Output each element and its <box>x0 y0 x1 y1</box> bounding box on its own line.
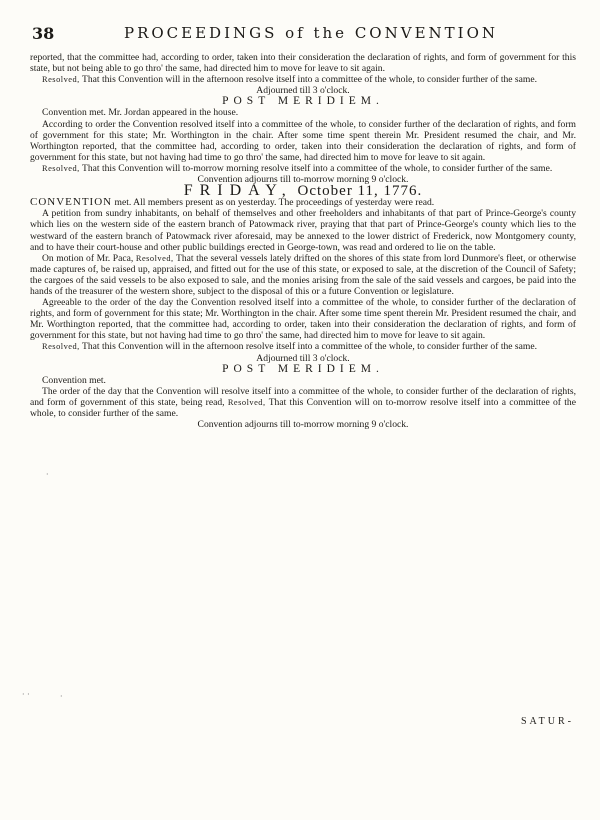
catchword: SATUR- <box>520 716 574 727</box>
resolved-label: Resolved, <box>227 397 266 407</box>
post-meridiem-heading: POST MERIDIEM. <box>222 95 384 108</box>
ink-speck: · · <box>22 690 30 699</box>
date: October 11, 1776. <box>297 183 423 200</box>
paragraph-text: met. All members present as on yesterday. The proceedings of yesterday were read. <box>112 197 435 209</box>
paragraph-text: According to order the Convention resolved itself into a committee of the whole, to consider further of the declaration of rights, and form of government for this state; Mr. Worthington in the chair. After some time spent therein Mr. President resumed the chair, and Mr. Worthington reported, that the committee had, according to order, taken into their consideration the declaration of rights, and form of government for this state, but not having had time to go thro' the same, had directed him to move for leave to sit again. <box>30 118 576 163</box>
paragraph-text: That this Convention will in the afternoon resolve itself into a committee of the whole, to consider further of the same. <box>79 74 538 86</box>
ink-speck: · <box>60 692 63 701</box>
resolved-label: Resolved, <box>42 75 80 85</box>
paragraph <box>30 119 576 163</box>
paragraph-text: That this Convention will in the afternoon resolve itself into a committee of the whole, to consider further of the same. <box>79 341 538 353</box>
lead-word: CONVENTION <box>30 196 113 209</box>
running-head: PROCEEDINGS of the CONVENTION <box>123 24 498 42</box>
paragraph <box>30 341 576 352</box>
paragraph <box>30 375 576 386</box>
adjournment-line: Convention adjourns till to-morrow morning 9 o'clock. <box>197 174 409 186</box>
paragraph-text: Agreeable to the order of the day the Convention resolved itself into a committee of the whole, to consider further of the declaration of rights, and form of government for this state; Mr. Worthington in the chair. After some time spent therein Mr. President resumed the chair, and Mr. Worthington reported, that the committee had, according to order, taken into their consideration the declaration of rights, and form of government for this state, but not having had time to go thro' the same, had directed him to move for leave to sit again. <box>30 297 576 342</box>
post-meridiem-heading: POST MERIDIEM. <box>222 362 384 375</box>
paragraph <box>30 386 576 419</box>
page-header <box>32 22 570 44</box>
resolved-label: Resolved, <box>135 253 174 263</box>
paragraph <box>30 253 576 297</box>
resolved-label: Resolved, <box>42 163 80 173</box>
paragraph-text: Convention met. Mr. Jordan appeared in the house. <box>42 107 239 119</box>
adjournment-line: Adjourned till 3 o'clock. <box>256 85 350 97</box>
paragraph <box>30 107 576 118</box>
ink-speck: · <box>46 470 49 479</box>
paragraph <box>30 52 576 74</box>
paragraph <box>30 74 576 85</box>
page-number: 38 <box>32 24 55 43</box>
paragraph-text: That the several vessels lately drifted on the shores of this state from lord Dunmore's fleet, or otherwise made captures of, be raised up, appraised, and fitted out for the use of this state, or exposed to sale, at the discretion of the Council of Safety; the cargoes of the said vessels to be also exposed to sale, and the monies arising from the sale of the said vessels and cargoes, be paid into the hands of the treasurer of the western shore, subject to the disposal of this or a future Convention or legislature. <box>30 252 576 297</box>
paragraph-text: That this Convention will on to-morrow resolve itself into a committee of the whole, to consider further of the same. <box>30 396 576 419</box>
paragraph-text: On motion of Mr. Paca, <box>42 252 136 264</box>
adjournment-line: Adjourned till 3 o'clock. <box>256 352 350 364</box>
resolved-label: Resolved, <box>42 342 80 352</box>
paragraph-text: reported, that the committee had, according to order, taken into their consideration the declaration of rights, and form of government for this state, but not being able to go thro' the same, had directed him to move for leave to sit again. <box>30 52 576 75</box>
paragraph <box>30 208 576 252</box>
paragraph <box>30 297 576 341</box>
paragraph-text: Convention met. <box>42 374 106 386</box>
paragraph-text: A petition from sundry inhabitants, on behalf of themselves and other freeholders and inhabitants of that part of Prince-George's county which lies on the western side of the eastern branch of Patowmack river, praying that that part of Prince-George's county which lies to the westward of the eastern branch of Patowmack river aforesaid, may be annexed to the lower district of Frederick, now Montgomery county, and to have their court-house and other public buildings erected in George-town, was read and ordered to lie on the table. <box>30 208 576 253</box>
body-text <box>30 52 576 430</box>
paragraph <box>30 197 576 208</box>
paragraph <box>30 163 576 174</box>
weekday: FRIDAY, <box>183 182 293 200</box>
paragraph-text: That this Convention will to-morrow morning resolve itself into a committee of the whole, to consider further of the same. <box>79 162 553 174</box>
adjournment-line: Convention adjourns till to-morrow morning 9 o'clock. <box>197 419 409 431</box>
paragraph-text: The order of the day that the Convention will resolve itself into a committee of the whole, to consider further of the declaration of rights, and form of government of this state, being read, <box>30 385 576 408</box>
